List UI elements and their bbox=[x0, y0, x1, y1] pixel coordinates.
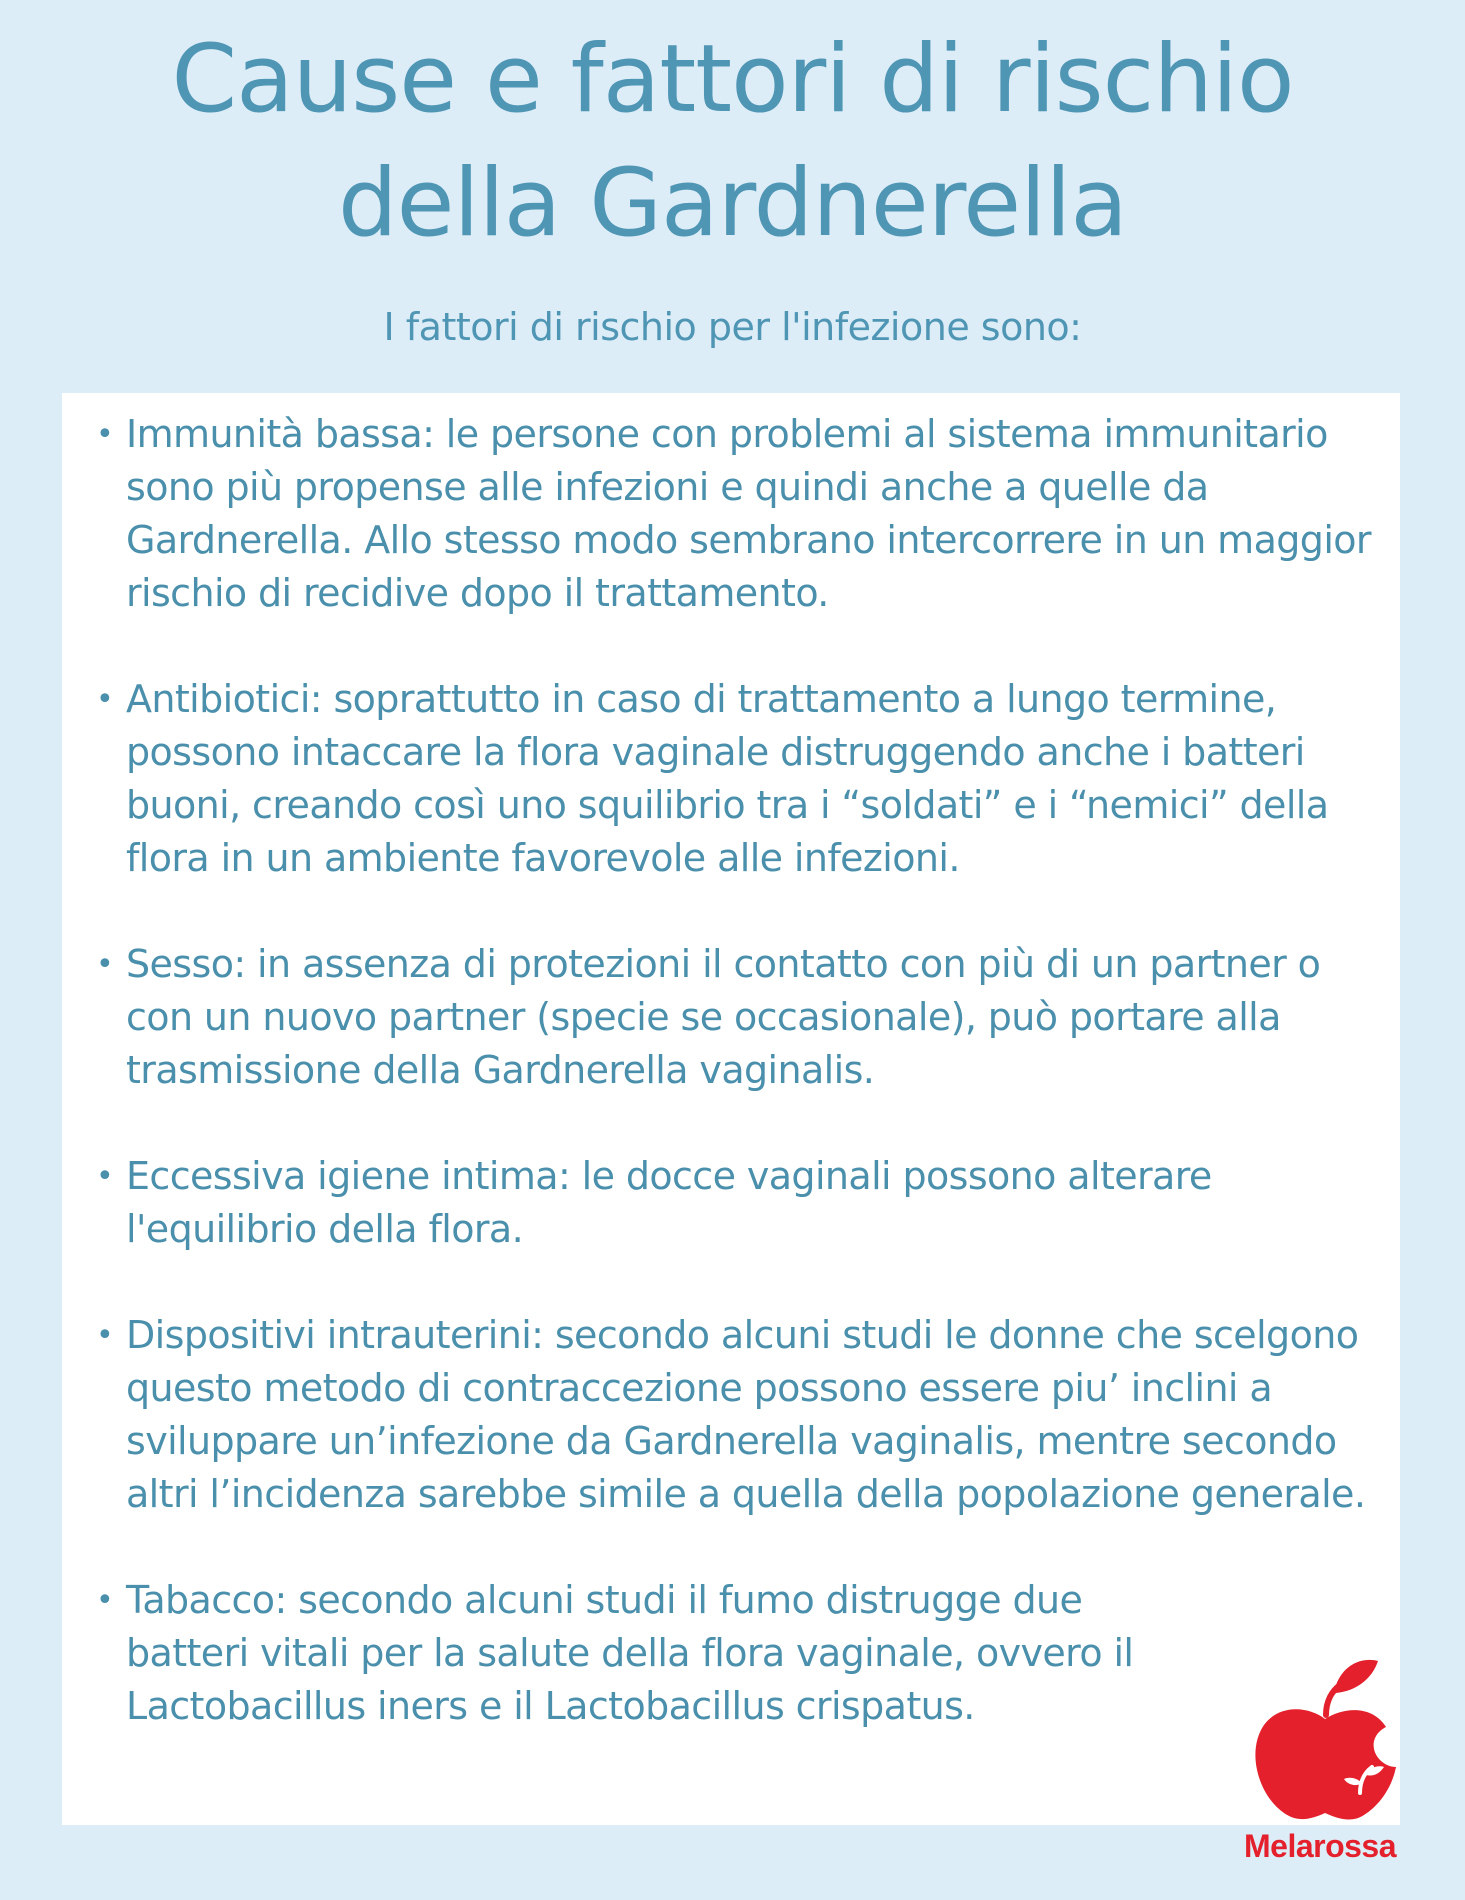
bullet: • bbox=[96, 682, 114, 717]
list-item-text: Eccessiva igiene intima: le docce vaginali possono alterare l'equilibrio della flora. bbox=[126, 1154, 1212, 1251]
list-item-text: Sesso: in assenza di protezioni il contatto con più di un partner o con un nuovo partner (specie se occasionale), può portare alla trasmissione della Gardnerella vaginalis. bbox=[126, 942, 1321, 1092]
title-line-1: Cause e fattori di rischio bbox=[171, 25, 1294, 134]
subtitle: I fattori di rischio per l'infezione sono: bbox=[383, 305, 1082, 349]
bullet: • bbox=[96, 1583, 114, 1618]
list-item-text: Immunità bassa: le persone con problemi al sistema immunitario sono più propense alle infezioni e quindi anche a quelle da Gardnerella. Allo stesso modo sembrano intercorrere in un maggior rischio di recidive dopo il trattamento. bbox=[126, 412, 1371, 615]
list-item-text: Antibiotici: soprattutto in caso di trattamento a lungo termine, possono intaccare la flora vaginale distruggendo anche i batteri buoni, creando così uno squilibrio tra i “soldati” e i “nemici” della flora in un ambiente favorevole alle infezioni. bbox=[126, 677, 1329, 880]
title-line-2: della Gardnerella bbox=[338, 149, 1127, 258]
list-item-text: Tabacco: secondo alcuni studi il fumo distrugge due batteri vitali per la salute della flora vaginale, ovvero il Lactobacillus iners e il Lactobacillus crispatus. bbox=[126, 1578, 1134, 1728]
bullet: • bbox=[96, 417, 114, 452]
list-item-igiene bbox=[96, 1150, 1396, 1256]
list-item-antibiotici bbox=[96, 673, 1396, 885]
list-item-tabacco bbox=[96, 1574, 1396, 1733]
page-title bbox=[0, 18, 1465, 266]
bullet: • bbox=[96, 1318, 114, 1353]
list-item-dispositivi bbox=[96, 1309, 1396, 1521]
bullet: • bbox=[96, 1159, 114, 1194]
bullet: • bbox=[96, 947, 114, 982]
risk-factor-list bbox=[96, 408, 1396, 1786]
brand-name: Melarossa bbox=[1243, 1828, 1397, 1864]
apple-icon bbox=[1240, 1655, 1410, 1825]
list-item-text: Dispositivi intrauterini: secondo alcuni studi le donne che scelgono questo metodo di contraccezione possono essere piu’ inclini a sviluppare un’infezione da Gardnerella vaginalis, mentre secondo altri l’incidenza sarebbe simile a quella della popolazione generale. bbox=[126, 1313, 1366, 1516]
list-item-sesso bbox=[96, 938, 1396, 1097]
list-item-immunita bbox=[96, 408, 1396, 620]
